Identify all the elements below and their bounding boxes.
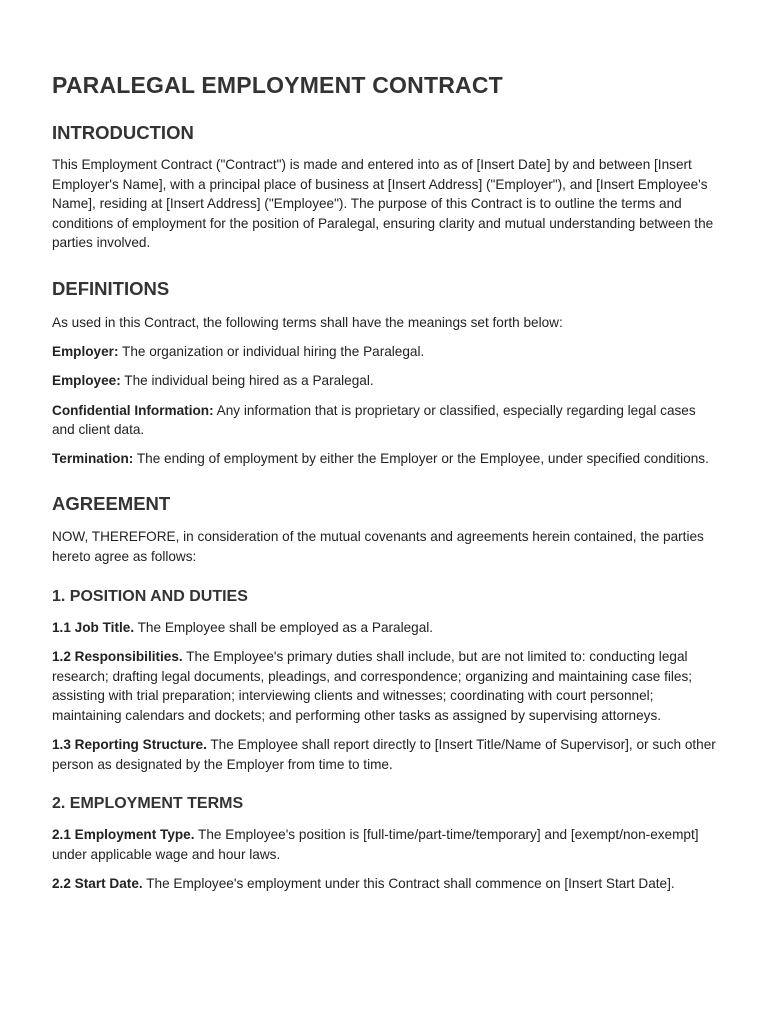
clause-1-2 <box>52 647 722 725</box>
clause-label: 1.2 Responsibilities. <box>52 649 183 665</box>
clause-2-2 <box>52 874 722 894</box>
clause-text: The Employee's position is [full-time/part-time/temporary] and [exempt/non-exempt] under applicable wage and hour laws. <box>52 827 699 863</box>
definition-termination <box>52 449 722 469</box>
clause-text: The Employee shall report directly to [Insert Title/Name of Supervisor], or such other person as designated by the Employer from time to time. <box>52 737 716 772</box>
agreement-paragraph: NOW, THEREFORE, in consideration of the mutual covenants and agreements herein contained, the parties hereto agree as follows: <box>52 528 704 564</box>
definitions-heading: DEFINITIONS <box>52 277 170 299</box>
definition-employer <box>52 342 722 362</box>
introduction-heading: INTRODUCTION <box>52 122 194 143</box>
definition-text: The ending of employment by either the Employer or the Employee, under specified conditions. <box>133 451 709 467</box>
agreement-heading: AGREEMENT <box>52 492 171 514</box>
definition-employee <box>52 371 722 391</box>
clause-text: The Employee's employment under this Contract shall commence on [Insert Start Date]. <box>142 876 675 892</box>
clause-1-1 <box>52 618 722 638</box>
definition-term: Termination: <box>52 451 134 467</box>
definition-term: Employee: <box>52 373 121 389</box>
clause-text: The Employee shall be employed as a Paralegal. <box>134 620 434 636</box>
section-1-heading: 1. POSITION AND DUTIES <box>52 588 248 606</box>
clause-label: 1.1 Job Title. <box>52 620 135 636</box>
definition-confidential-information <box>52 401 722 440</box>
clause-label: 2.2 Start Date. <box>52 876 143 892</box>
introduction-paragraph: This Employment Contract ("Contract") is made and entered into as of [Insert Date] by and between [Insert Employer's Name], with a principal place of business at [Insert Address] ("Employer"), and [Insert Employee's Name], residing at [Insert Address] ("Employee"). The purpose of this Contract is to outline the terms and conditions of employment for the position of Paralegal, ensuring clarity and mutual understanding between the parties involved. <box>52 157 714 251</box>
clause-text: The Employee's primary duties shall include, but are not limited to: conducting legal research; drafting legal documents, pleadings, and correspondence; organizing and maintaining case files; assisting with trial preparation; interviewing clients and witnesses; coordinating with court personnel; maintaining calendars and dockets; and performing other tasks as assigned by supervising attorneys. <box>52 649 693 724</box>
definitions-lead: As used in this Contract, the following terms shall have the meanings set forth below: <box>52 314 563 330</box>
definition-text: The individual being hired as a Paralegal. <box>120 373 374 389</box>
document-title: PARALEGAL EMPLOYMENT CONTRACT <box>52 72 503 98</box>
definition-text: The organization or individual hiring the Paralegal. <box>118 344 425 360</box>
definition-term: Employer: <box>52 344 119 360</box>
section-2-heading: 2. EMPLOYMENT TERMS <box>52 795 244 813</box>
clause-label: 2.1 Employment Type. <box>52 827 195 843</box>
definition-term: Confidential Information: <box>52 402 214 418</box>
clause-2-1 <box>52 825 722 864</box>
clause-1-3 <box>52 735 722 774</box>
clause-label: 1.3 Reporting Structure. <box>52 737 207 753</box>
definition-text: Any information that is proprietary or classified, especially regarding legal cases and client data. <box>52 402 696 438</box>
